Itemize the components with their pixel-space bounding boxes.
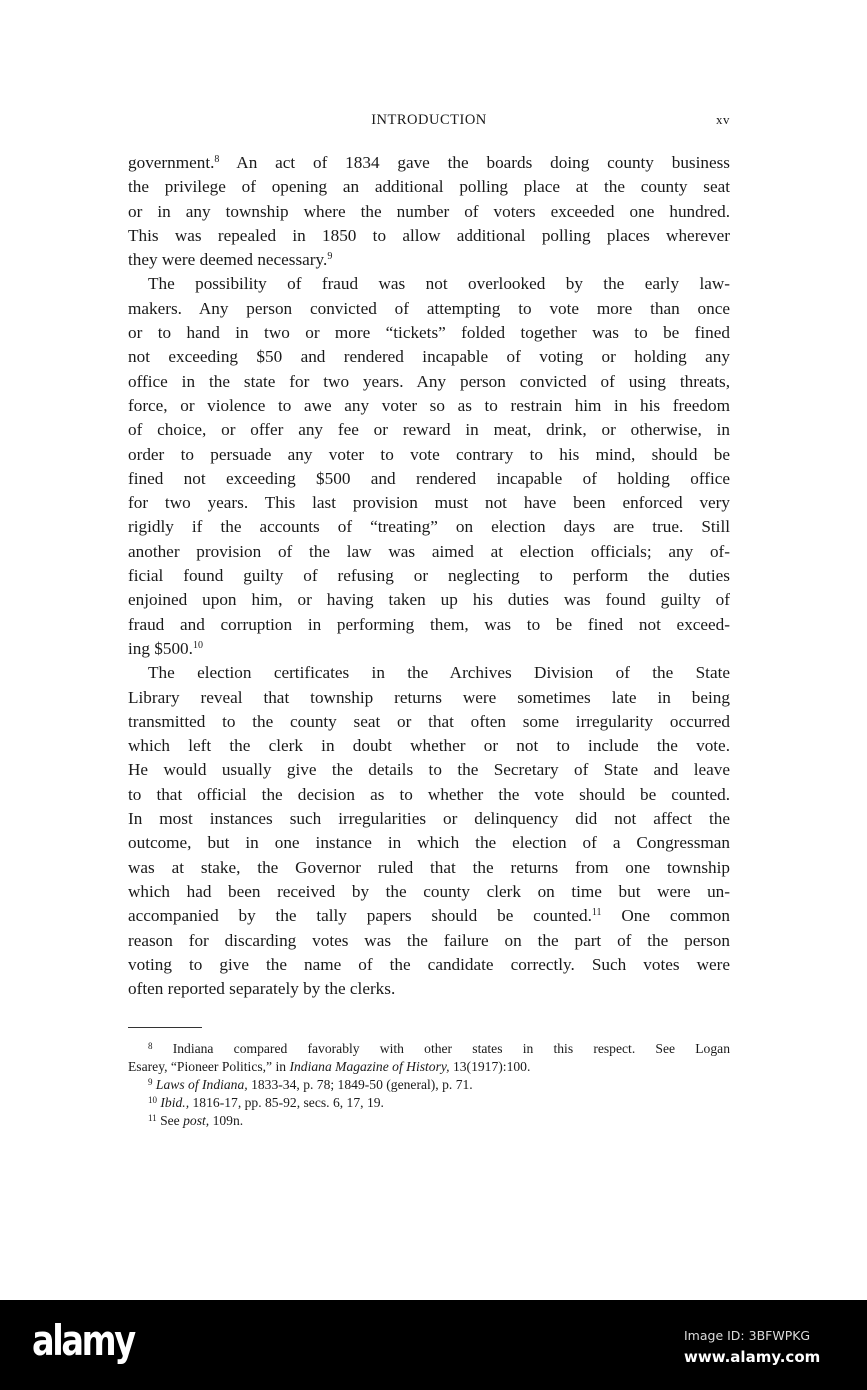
watermark-banner	[0, 1300, 867, 1390]
text-line	[128, 515, 730, 539]
footnote-marker: 10	[148, 1095, 157, 1105]
footnote-marker: 8	[214, 154, 220, 165]
text-run: which had been received by the county clerk on time but were un-	[128, 881, 730, 901]
text-run: 1833-34, p. 78; 1849-50 (general), p. 71.	[247, 1077, 473, 1092]
text-run: 1816-17, pp. 85-92, secs. 6, 17, 19.	[189, 1095, 384, 1110]
text-run: rigidly if the accounts of “treating” on election days are true. Still	[128, 517, 730, 537]
text-run: order to persuade any voter to vote contrary to his mind, should be	[128, 444, 730, 464]
text-line	[128, 977, 730, 1001]
text-line	[128, 200, 730, 224]
footnotes	[128, 1040, 730, 1130]
text-run: force, or violence to awe any voter so as to restrain him in his freedom	[128, 395, 730, 415]
text-line	[128, 345, 730, 369]
text-line	[128, 491, 730, 515]
text-run: fraud and corruption in performing them, was to be fined not exceed-	[128, 614, 730, 634]
text-run: One common	[601, 906, 730, 926]
text-run: enjoined upon him, or having taken up his duties was found guilty of	[128, 590, 730, 610]
text-run: another provision of the law was aimed at election officials; any of-	[128, 541, 730, 561]
text-line	[128, 443, 730, 467]
text-run: voting to give the name of the candidate correctly. Such votes were	[128, 954, 730, 974]
text-run: fined not exceeding $500 and rendered incapable of holding office	[128, 468, 730, 488]
text-line	[128, 613, 730, 637]
alamy-logo: alamy	[32, 1316, 134, 1365]
text-line	[128, 540, 730, 564]
footnote-line	[128, 1076, 730, 1094]
text-line	[128, 564, 730, 588]
text-run: they were deemed necessary.	[128, 250, 328, 270]
text-run: makers. Any person convicted of attempting to vote more than once	[128, 298, 730, 318]
text-run: or to hand in two or more “tickets” folded together was to be fined	[128, 323, 730, 343]
text-line	[128, 856, 730, 880]
text-line	[128, 272, 730, 296]
body-text	[128, 151, 730, 1001]
text-run: The possibility of fraud was not overlooked by the early law-	[148, 274, 730, 294]
text-run: of choice, or offer any fee or reward in meat, drink, or otherwise, in	[128, 420, 730, 440]
text-line	[128, 175, 730, 199]
text-line	[128, 248, 730, 272]
text-run: This was repealed in 1850 to allow additional polling places wherever	[128, 225, 730, 245]
text-line	[128, 880, 730, 904]
text-run: 109n.	[209, 1113, 244, 1128]
text-run: office in the state for two years. Any person convicted of using threats,	[128, 371, 730, 391]
footnote-marker: 9	[327, 251, 333, 263]
italic-text: Laws of Indiana,	[155, 1077, 248, 1092]
text-run: Indiana compared favorably with other states in this respect. See Logan	[152, 1041, 730, 1056]
footnote-line	[128, 1040, 730, 1058]
text-line	[128, 151, 730, 175]
text-run: reason for discarding votes was the failure on the part of the person	[128, 930, 730, 950]
site-url: www.alamy.com	[684, 1348, 821, 1366]
text-line	[128, 224, 730, 248]
footnote-line	[128, 1094, 730, 1112]
text-run: The election certificates in the Archives Division of the State	[148, 663, 730, 683]
image-id: Image ID: 3BFWPKG	[684, 1328, 811, 1343]
text-run: Esarey, “Pioneer Politics,” in	[128, 1059, 290, 1074]
italic-text: post,	[183, 1113, 210, 1128]
text-run: or in any township where the number of voters exceeded one hundred.	[128, 201, 730, 221]
text-line	[128, 758, 730, 782]
text-run: outcome, but in one instance in which the election of a Congressman	[128, 833, 730, 853]
text-run: to that official the decision as to whether the vote should be counted.	[128, 784, 730, 804]
text-run: for two years. This last provision must not have been enforced very	[128, 493, 730, 513]
text-line	[128, 953, 730, 977]
text-run: government.	[128, 153, 215, 172]
text-line	[128, 297, 730, 321]
text-line	[128, 467, 730, 491]
text-line	[128, 783, 730, 807]
text-run: He would usually give the details to the Secretary of State and leave	[128, 760, 730, 780]
footnote-marker: 11	[591, 907, 602, 919]
footnote-line	[128, 1058, 730, 1076]
text-line	[128, 904, 730, 928]
footnote-marker: 9	[148, 1077, 153, 1087]
footnote-line	[128, 1112, 730, 1130]
running-head	[128, 112, 730, 132]
text-line	[128, 394, 730, 418]
chapter-title: INTRODUCTION	[371, 112, 487, 128]
text-line	[128, 588, 730, 612]
page-number: xv	[716, 112, 730, 127]
text-line	[128, 370, 730, 394]
text-line	[128, 734, 730, 758]
text-line	[128, 929, 730, 953]
text-line	[128, 661, 730, 685]
text-line	[128, 710, 730, 734]
footnote-marker: 8	[148, 1041, 153, 1051]
italic-text: Ibid.,	[160, 1095, 190, 1110]
text-run: was at stake, the Governor ruled that the returns from one township	[128, 857, 730, 877]
text-line	[128, 418, 730, 442]
text-line	[128, 637, 730, 661]
text-run: In most instances such irregularities or delinquency did not affect the	[128, 809, 730, 829]
text-run: ficial found guilty of refusing or neglecting to perform the duties	[128, 566, 730, 586]
footnote-rule	[128, 1027, 202, 1028]
text-line	[128, 831, 730, 855]
text-run: which left the clerk in doubt whether or not to include the vote.	[128, 736, 730, 756]
footnote-marker: 10	[192, 639, 203, 651]
text-line	[128, 321, 730, 345]
text-run: 13(1917):100.	[449, 1059, 531, 1074]
text-run: ing $500.	[128, 638, 193, 658]
italic-text: Indiana Magazine of History,	[289, 1059, 450, 1074]
text-run: An act of 1834 gave the boards doing county business	[219, 153, 730, 172]
text-line	[128, 807, 730, 831]
text-run: Library reveal that township returns were sometimes late in being	[128, 687, 730, 707]
text-run: accompanied by the tally papers should be counted.	[128, 906, 592, 926]
text-line	[128, 686, 730, 710]
text-run: often reported separately by the clerks.	[128, 979, 396, 999]
text-run: transmitted to the county seat or that often some irregularity occurred	[128, 711, 730, 731]
text-run: the privilege of opening an additional polling place at the county seat	[128, 177, 730, 197]
footnote-marker: 11	[148, 1113, 157, 1123]
text-run: See	[156, 1113, 184, 1128]
text-run: not exceeding $50 and rendered incapable of voting or holding any	[128, 347, 730, 367]
